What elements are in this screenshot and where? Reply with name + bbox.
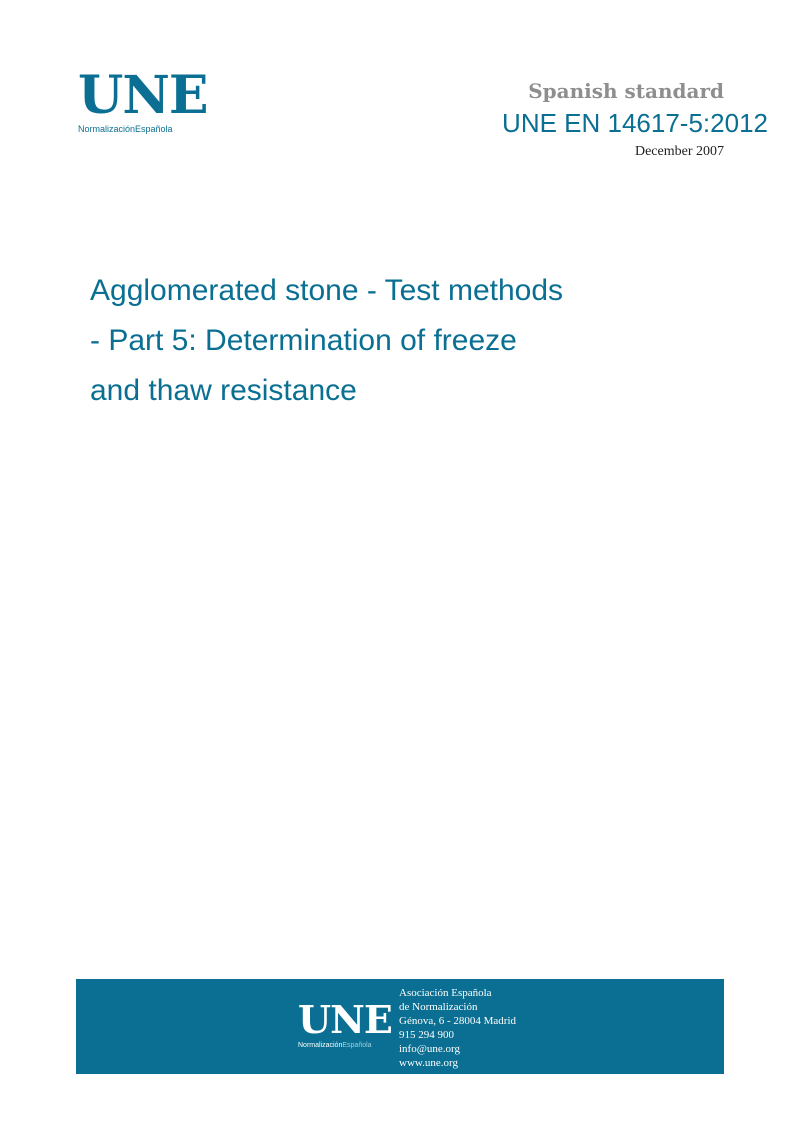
standard-kind: Spanish standard xyxy=(528,79,724,103)
footer-org-name-line2: de Normalización xyxy=(399,1001,478,1013)
footer-website: www.une.org xyxy=(399,1057,458,1069)
logo-mark: UNE xyxy=(78,65,208,126)
title-line: Agglomerated stone - Test methods xyxy=(90,274,564,307)
footer-email: info@une.org xyxy=(399,1043,460,1055)
footer-logo-subtitle-part2: Española xyxy=(342,1042,372,1049)
standard-code: UNE EN 14617-5:2012 xyxy=(502,108,768,138)
footer-org-name-line1: Asociación Española xyxy=(399,987,492,999)
title-line: - Part 5: Determination of freeze xyxy=(90,324,517,357)
standard-header xyxy=(502,78,768,162)
footer-logo xyxy=(298,997,392,1050)
footer-logo-mark: UNE xyxy=(298,997,392,1042)
footer-band xyxy=(76,979,724,1074)
title-line: and thaw resistance xyxy=(90,374,357,407)
footer-logo-subtitle xyxy=(298,1041,388,1050)
document-title xyxy=(90,266,650,416)
footer-contact xyxy=(399,986,516,1070)
logo-subtitle-part1: Normalización xyxy=(78,124,136,134)
footer-phone: 915 294 900 xyxy=(399,1029,454,1041)
footer-address: Génova, 6 - 28004 Madrid xyxy=(399,1015,517,1027)
une-logo xyxy=(78,65,208,135)
standard-date: December 2007 xyxy=(634,144,724,159)
logo-subtitle-part2: Española xyxy=(135,124,173,134)
footer-logo-subtitle-part1: Normalización xyxy=(298,1042,343,1049)
